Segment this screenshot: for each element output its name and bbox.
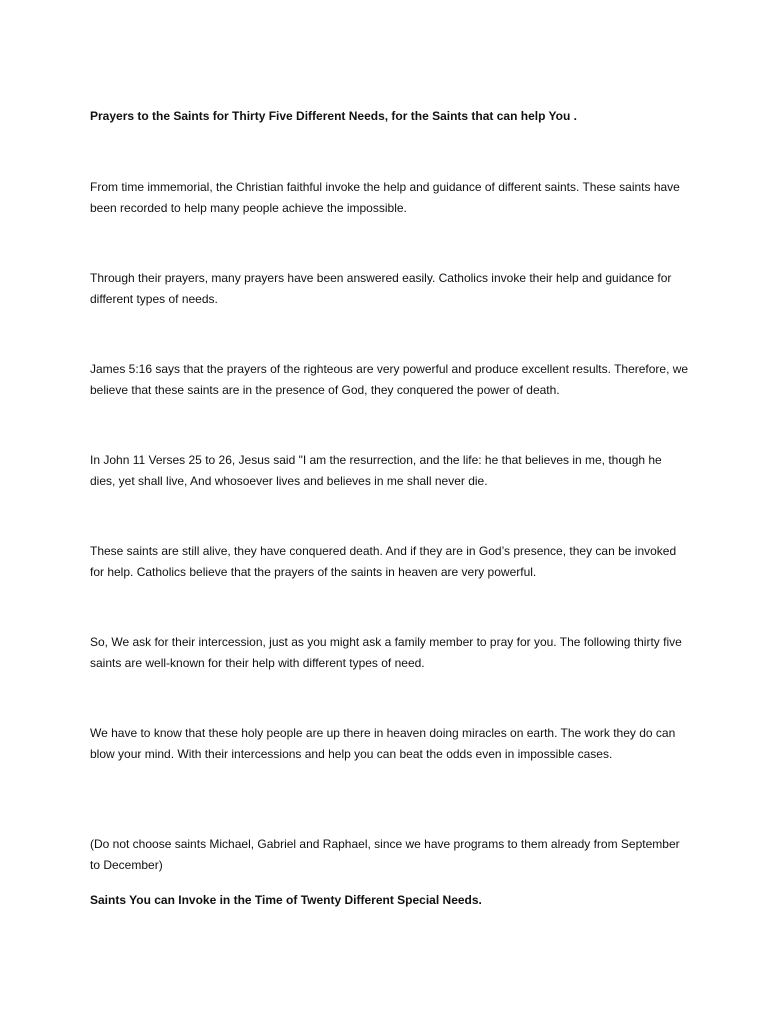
paragraph-intro: From time immemorial, the Christian faithful invoke the help and guidance of different saints. These saints have been recorded to help many people achieve the impossible. xyxy=(90,180,680,215)
document-title: Prayers to the Saints for Thirty Five Different Needs, for the Saints that can help You . xyxy=(90,109,577,123)
paragraph-saints-alive: These saints are still alive, they have conquered death. And if they are in God’s presence, they can be invoked for help. Catholics believe that the prayers of the saints in heaven are very powerful. xyxy=(90,544,677,579)
paragraph-holy-people: We have to know that these holy people are up there in heaven doing miracles on earth. The work they do can blow your mind. With their intercessions and help you can beat the odds even in impossible cases. xyxy=(90,726,676,761)
paragraph-john: In John 11 Verses 25 to 26, Jesus said "I am the resurrection, and the life: he that believes in me, though he dies, yet shall live, And whosoever lives and believes in me shall never die. xyxy=(90,453,662,488)
section-subheading: Saints You can Invoke in the Time of Twenty Different Special Needs. xyxy=(90,893,482,907)
paragraph-james: James 5:16 says that the prayers of the righteous are very powerful and produce excellent results. Therefore, we believe that these saints are in the presence of God, they conquered the power of death. xyxy=(90,362,689,397)
paragraph-prayers-answered: Through their prayers, many prayers have been answered easily. Catholics invoke their help and guidance for different types of needs. xyxy=(90,271,672,306)
paragraph-note: (Do not choose saints Michael, Gabriel and Raphael, since we have programs to them already from September to December) xyxy=(90,837,680,872)
paragraph-intercession: So, We ask for their intercession, just as you might ask a family member to pray for you. The following thirty five saints are well-known for their help with different types of need. xyxy=(90,635,682,670)
